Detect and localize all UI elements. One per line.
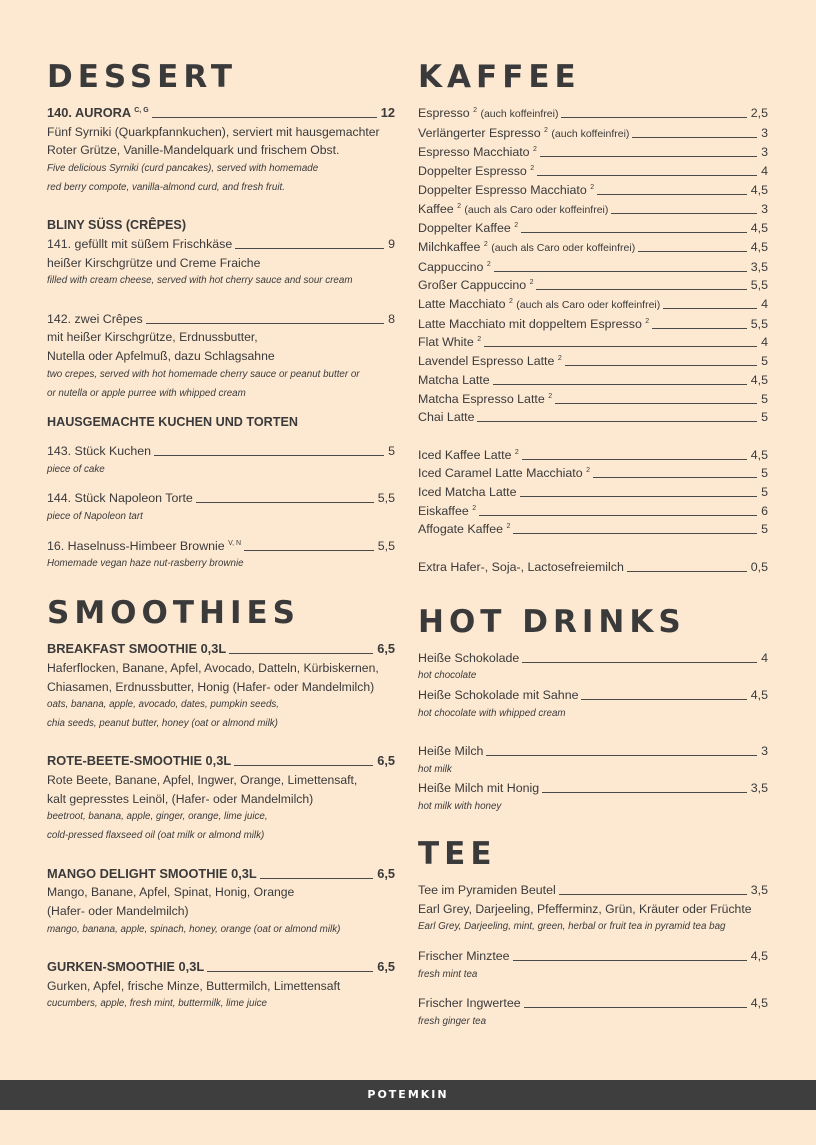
- item-translation: piece of cake: [47, 463, 105, 475]
- item-description: Roter Grütze, Vanille-Mandelquark und frischem Obst.: [47, 143, 340, 158]
- price: 3: [761, 744, 768, 759]
- menu-item-kaffee: Espresso $^2$ (auch koffeinfrei) 2,5: [418, 104, 768, 124]
- item-translation: mango, banana, apple, spinach, honey, orange (oat or almond milk): [47, 923, 341, 935]
- menu-item-kaffee: Milchkaffee $^2$ (auch als Caro oder koffeinfrei) 4,5: [418, 238, 768, 258]
- price: 4,5: [750, 182, 768, 197]
- menu-item-ingwertee: Frischer Ingwertee 4,5: [418, 994, 768, 1013]
- price: 6,5: [377, 753, 395, 769]
- menu-item-kaffee: Cappuccino $^2$ 3,5: [418, 258, 768, 277]
- price: 9: [388, 236, 395, 251]
- price: 8: [388, 311, 395, 326]
- smoothies-title: SMOOTHIES: [47, 595, 301, 632]
- dessert-title: DESSERT: [47, 59, 237, 95]
- item-translation: two crepes, served with hot homemade cherry sauce or peanut butter or: [47, 368, 360, 380]
- menu-item-kaffee: Matcha Espresso Latte $^2$ 5: [418, 390, 768, 409]
- menu-item-gurken-smoothie: GURKEN-SMOOTHIE 0,3L 6,5: [47, 958, 395, 977]
- menu-item-kaffee: Latte Macchiato $^2$ (auch als Caro oder koffeinfrei) 4: [418, 295, 768, 315]
- item-translation: fresh mint tea: [418, 968, 478, 980]
- price: 12: [380, 105, 395, 120]
- item-translation: hot chocolate with whipped cream: [418, 707, 566, 719]
- brand-name: POTEMKIN: [367, 1088, 449, 1101]
- price: 5: [761, 410, 768, 425]
- item-description: mit heißer Kirschgrütze, Erdnussbutter,: [47, 330, 258, 345]
- menu-item-extra-milk: Extra Hafer-, Soja-, Lactosefreiemilch 0,5: [418, 558, 768, 577]
- price: 4,5: [750, 372, 768, 387]
- price: 3,5: [750, 882, 768, 897]
- price: 3: [761, 201, 768, 216]
- menu-item-aurora: 140. AURORA $^{C, G}$ 12: [47, 104, 395, 123]
- price: 6,5: [377, 959, 395, 975]
- item-translation: filled with cream cheese, served with hot cherry sauce and sour cream: [47, 275, 353, 287]
- item-translation: oats, banana, apple, avocado, dates, pumpkin seeds,: [47, 699, 280, 711]
- price: 4,5: [750, 687, 768, 702]
- item-description: Earl Grey, Darjeeling, Pfefferminz, Grün, Kräuter oder Früchte: [418, 901, 752, 916]
- menu-item-torte-144: 144. Stück Napoleon Torte 5,5: [47, 489, 395, 508]
- menu-item-kaffee: Lavendel Espresso Latte $^2$ 5: [418, 352, 768, 371]
- menu-item-kaffee: Verlängerter Espresso $^2$ (auch koffeinfrei) 3: [418, 124, 768, 144]
- price: 3: [761, 125, 768, 140]
- menu-item-kaffee: Doppelter Kaffee $^2$ 4,5: [418, 219, 768, 238]
- menu-item-kaffee: Großer Cappuccino $^2$ 5,5: [418, 276, 768, 295]
- price: 4,5: [750, 447, 768, 462]
- price: 5,5: [750, 316, 768, 331]
- menu-item-rote-beete-smoothie: ROTE-BEETE-SMOOTHIE 0,3L 6,5: [47, 752, 395, 771]
- item-translation: fresh ginger tea: [418, 1016, 487, 1028]
- item-translation: hot chocolate: [418, 670, 477, 682]
- price: 4,5: [750, 948, 768, 963]
- item-description: Chiasamen, Erdnussbutter, Honig (Hafer- oder Mandelmilch): [47, 679, 375, 694]
- menu-item-iced: Iced Matcha Latte 5: [418, 483, 768, 502]
- item-translation: Homemade vegan haze nut-rasberry brownie: [47, 558, 244, 570]
- price: 2,5: [750, 106, 768, 120]
- menu-item-breakfast-smoothie: BREAKFAST SMOOTHIE 0,3L 6,5: [47, 640, 395, 659]
- price: 4,5: [750, 239, 768, 254]
- menu-item-hot-drink: Heiße Milch 3: [418, 742, 768, 761]
- kaffee-title: KAFFEE: [418, 59, 581, 95]
- price: 5,5: [377, 491, 395, 506]
- price: 4: [761, 164, 768, 179]
- menu-item-kaffee: Doppelter Espresso $^2$ 4: [418, 162, 768, 181]
- item-translation: hot milk: [418, 763, 452, 775]
- item-translation: piece of Napoleon tart: [47, 511, 143, 523]
- menu-item-kaffee: Kaffee $^2$ (auch als Caro oder koffeinfrei) 3: [418, 200, 768, 220]
- hotdrinks-title: HOT DRINKS: [418, 603, 686, 640]
- price: 4: [761, 335, 768, 350]
- price: 4,5: [750, 996, 768, 1011]
- item-description: (Hafer- oder Mandelmilch): [47, 903, 189, 918]
- item-translation: chia seeds, peanut butter, honey (oat or almond milk): [47, 717, 278, 729]
- item-translation: beetroot, banana, apple, ginger, orange, lime juice,: [47, 811, 268, 823]
- item-description: Haferflocken, Banane, Apfel, Avocado, Datteln, Kürbiskernen,: [47, 660, 379, 675]
- price: 3: [761, 145, 768, 160]
- price: 5: [761, 522, 768, 537]
- menu-item-hot-drink: Heiße Schokolade 4: [418, 649, 768, 668]
- item-description: kalt gepresstes Leinöl, (Hafer- oder Mandelmilch): [47, 791, 314, 806]
- menu-item-crepe-142: 142. zwei Crêpes 8: [47, 310, 395, 329]
- price: 5: [761, 466, 768, 481]
- price: 5: [761, 485, 768, 500]
- item-translation: Five delicious Syrniki (curd pancakes), served with homemade: [47, 163, 319, 175]
- menu-item-kaffee: Espresso Macchiato $^2$ 3: [418, 143, 768, 162]
- item-description: Rote Beete, Banane, Apfel, Ingwer, Orange, Limettensaft,: [47, 773, 358, 788]
- price: 6,5: [377, 865, 395, 881]
- menu-item-kuchen-143: 143. Stück Kuchen 5: [47, 442, 395, 461]
- menu-item-kaffee: Chai Latte 5: [418, 408, 768, 427]
- menu-item-kaffee: Matcha Latte 4,5: [418, 371, 768, 390]
- item-description: Gurken, Apfel, frische Minze, Buttermilch, Limettensaft: [47, 978, 341, 993]
- item-translation: hot milk with honey: [418, 801, 502, 813]
- menu-item-iced: Iced Kaffee Latte $^2$ 4,5: [418, 446, 768, 465]
- menu-item-kaffee: Flat White $^2$ 4: [418, 333, 768, 352]
- price: 4: [761, 297, 768, 312]
- item-translation: or nutella or apple purree with whipped cream: [47, 387, 246, 399]
- price: 4,5: [750, 221, 768, 236]
- item-description: Mango, Banane, Apfel, Spinat, Honig, Orange: [47, 885, 295, 900]
- menu-item-hot-drink: Heiße Milch mit Honig 3,5: [418, 779, 768, 798]
- price: 4: [761, 650, 768, 665]
- item-translation: Earl Grey, Darjeeling, mint, green, herbal or fruit tea in pyramid tea bag: [418, 921, 726, 933]
- menu-item-mango-smoothie: MANGO DELIGHT SMOOTHIE 0,3L 6,5: [47, 865, 395, 884]
- price: 3,5: [750, 781, 768, 796]
- price: 5: [388, 443, 395, 458]
- menu-item-crepe-141: 141. gefüllt mit süßem Frischkäse 9: [47, 235, 395, 254]
- menu-item-iced: Iced Caramel Latte Macchiato $^2$ 5: [418, 464, 768, 483]
- price: 0,5: [750, 559, 768, 574]
- menu-item-iced: Eiskaffee $^2$ 6: [418, 502, 768, 521]
- menu-item-kaffee: Doppelter Espresso Macchiato $^2$ 4,5: [418, 181, 768, 200]
- price: 5,5: [377, 538, 395, 553]
- price: 6: [761, 503, 768, 518]
- item-translation: cucumbers, apple, fresh mint, buttermilk, lime juice: [47, 998, 267, 1010]
- item-translation: red berry compote, vanilla-almond curd, and fresh fruit.: [47, 181, 285, 193]
- item-description: Fünf Syrniki (Quarkpfannkuchen), serviert mit hausgemachter: [47, 124, 380, 139]
- price: 5,5: [750, 278, 768, 293]
- item-description: heißer Kirschgrütze und Creme Fraiche: [47, 255, 261, 270]
- menu-item-iced: Affogate Kaffee $^2$ 5: [418, 520, 768, 539]
- tee-title: TEE: [418, 835, 497, 872]
- right-column: [418, 59, 768, 1032]
- item-translation: cold-pressed flaxseed oil (oat milk or almond milk): [47, 830, 265, 842]
- menu-item-minztee: Frischer Minztee 4,5: [418, 947, 768, 966]
- left-column: [47, 59, 395, 1014]
- price: 5: [761, 354, 768, 369]
- price: 6,5: [377, 641, 395, 657]
- kaffee-list: [418, 104, 768, 427]
- price: 5: [761, 391, 768, 406]
- kuchen-heading: HAUSGEMACHTE KUCHEN UND TORTEN: [47, 415, 298, 430]
- menu-item-brownie-16: 16. Haselnuss-Himbeer Brownie $^{V, N}$ 5,5: [47, 537, 395, 556]
- bliny-heading: BLINY SÜSS (CRÊPES): [47, 218, 187, 233]
- menu-item-hot-drink: Heiße Schokolade mit Sahne 4,5: [418, 686, 768, 705]
- menu-item-kaffee: Latte Macchiato mit doppeltem Espresso $^2$ 5,5: [418, 315, 768, 334]
- price: 3,5: [750, 259, 768, 274]
- footer-bar: [0, 1080, 816, 1110]
- item-description: Nutella oder Apfelmuß, dazu Schlagsahne: [47, 349, 275, 364]
- menu-item-tee-pyramid: Tee im Pyramiden Beutel 3,5: [418, 881, 768, 900]
